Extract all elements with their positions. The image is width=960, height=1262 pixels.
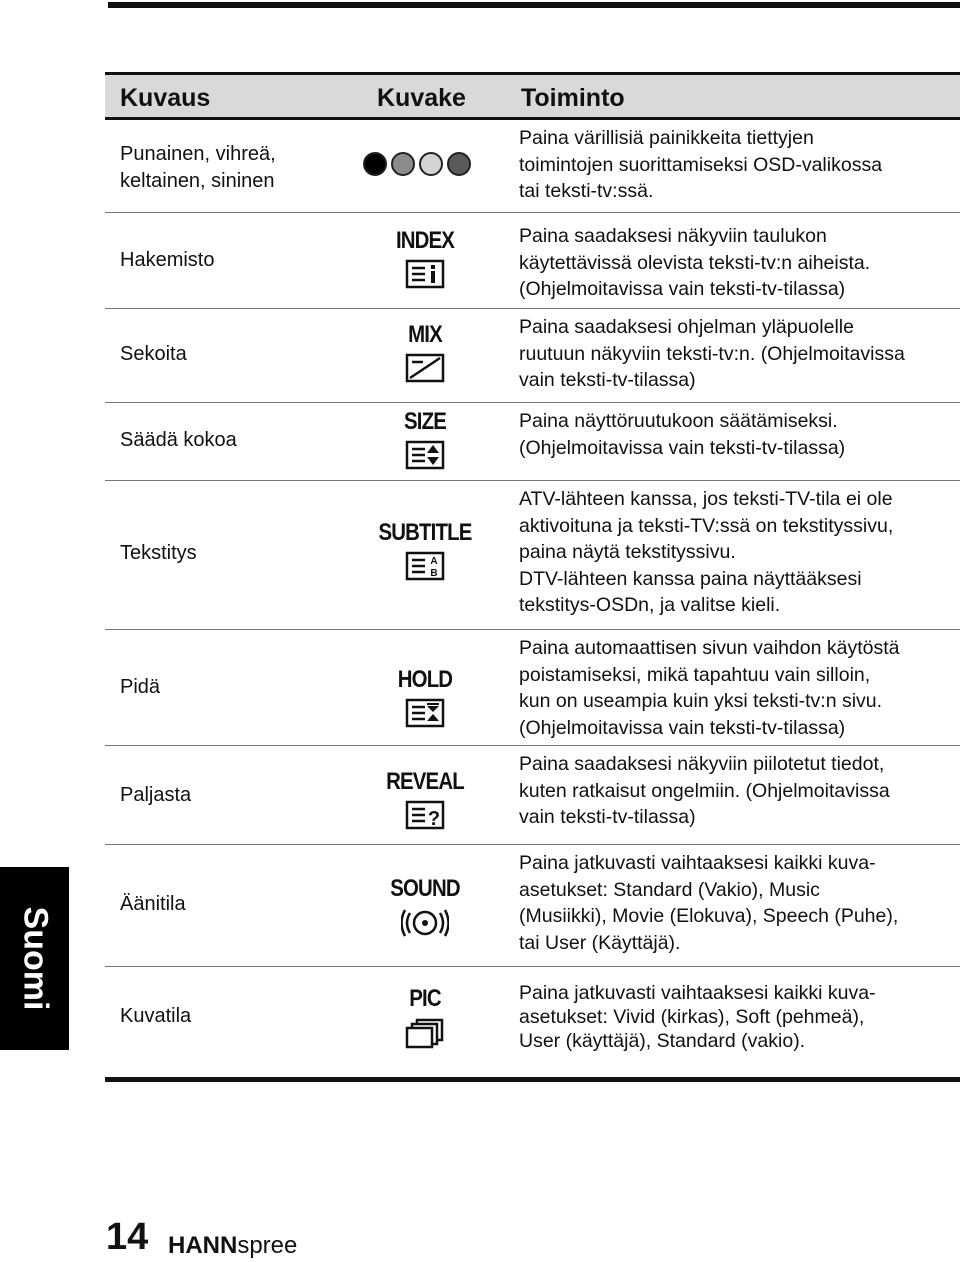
row-description: Hakemisto [120,249,215,271]
green-button-dot [391,152,415,176]
row-description: Säädä kokoa [120,429,237,451]
logo-light: spree [237,1232,298,1259]
svg-text:B: B [430,568,438,579]
table-row [105,213,960,309]
hold-label: HOLD [397,666,453,693]
row-function: Paina jatkuvasti vaihtaaksesi kaikki kuva- asetukset: Standard (Vakio), Music (Musiikki), Movie (Elokuva), Speech (Puhe), tai User (Käyttäjä). [519,852,899,954]
table-row [105,403,960,481]
row-description: Sekoita [120,343,187,365]
row-function: Paina värillisiä painikkeita tiettyjen toimintojen suorittamiseksi OSD-valikossa tai teksti-tv:ssä. [519,127,883,202]
index-icon-group [340,227,510,289]
language-tab [0,867,69,1050]
hold-icon [405,698,445,728]
row-description: Paljasta [120,784,192,806]
reveal-icon-group [340,768,510,830]
svg-text:?: ? [427,808,441,830]
pic-icon-group [340,985,510,1049]
logo-bold: HANN [168,1232,238,1259]
pic-icon [405,1017,445,1049]
header-description: Kuvaus [120,84,211,112]
row-function: Paina automaattisen sivun vaihdon käytöstä poistamiseksi, mikä tapahtuu vain silloin, kun on useampia kuin yksi teksti-tv:n sivu. (Ohjelmoitavissa vain teksti-tv-tilassa) [519,637,900,739]
index-label: INDEX [395,227,455,254]
row-function: Paina saadaksesi ohjelman yläpuolelle ruutuun näkyviin teksti-tv:n. (Ohjelmoitavissa vain teksti-tv-tilassa) [519,316,905,391]
yellow-button-dot [419,152,443,176]
table-header [105,72,960,120]
mix-icon-group [340,321,510,383]
mix-icon [405,353,445,383]
function-table [105,72,960,1067]
brand-logo [168,1232,297,1260]
table-row [105,120,960,213]
header-icon: Kuvake [377,84,466,112]
row-function: Paina jatkuvasti vaihtaaksesi kaikki kuva- asetukset: Vivid (kirkas), Soft (pehmeä), User (käyttäjä), Standard (vakio). [519,982,876,1052]
index-icon [405,259,445,289]
row-function: Paina saadaksesi näkyviin taulukon käytettävissä olevista teksti-tv:n aiheista. (Ohjelmoitavissa vain teksti-tv-tilassa) [519,225,871,300]
mix-label: MIX [408,321,442,348]
svg-text:A: A [430,556,438,567]
pic-label: PIC [409,985,441,1012]
top-rule [108,2,960,8]
header-function: Toiminto [521,84,625,112]
subtitle-icon [405,551,445,581]
blue-button-dot [447,152,471,176]
color-dots-icon [363,152,471,176]
row-description: Pidä [120,676,161,698]
row-description: Kuvatila [120,1005,192,1027]
sound-icon-group [340,875,510,939]
size-icon-group [340,408,510,470]
table-row [105,309,960,403]
row-description: Äänitila [120,893,186,915]
table-row [105,967,960,1067]
table-row [105,746,960,845]
table-row [105,845,960,967]
reveal-label: REVEAL [386,768,464,795]
size-icon [405,440,445,470]
row-description: Tekstitys [120,542,197,564]
table-row [105,630,960,746]
row-function: Paina saadaksesi näkyviin piilotetut tiedot, kuten ratkaisut ongelmiin. (Ohjelmoitavissa vain teksti-tv-tilassa) [519,753,890,828]
row-description: Punainen, vihreä, keltainen, sininen [120,143,276,192]
reveal-icon [405,800,445,830]
sound-label: SOUND [390,875,460,902]
row-function: Paina näyttöruutukoon säätämiseksi. (Ohjelmoitavissa vain teksti-tv-tilassa) [519,410,846,459]
subtitle-icon-group [340,519,510,581]
size-label: SIZE [404,408,446,435]
bottom-rule [105,1077,960,1082]
row-function: ATV-lähteen kanssa, jos teksti-TV-tila ei ole aktivoituna ja teksti-TV:ssä on tekstityssivu, paina näytä tekstityssivu. DTV-lähteen kanssa paina näyttääksesi tekstitys-OSDn, ja valitse kieli. [519,488,894,616]
sound-icon [401,907,449,939]
page-number: 14 [106,1216,149,1258]
table-row [105,481,960,630]
red-button-dot [363,152,387,176]
subtitle-label: SUBTITLE [378,519,472,546]
hold-icon-group [340,666,510,728]
language-tab-label: Suomi [16,906,54,1011]
